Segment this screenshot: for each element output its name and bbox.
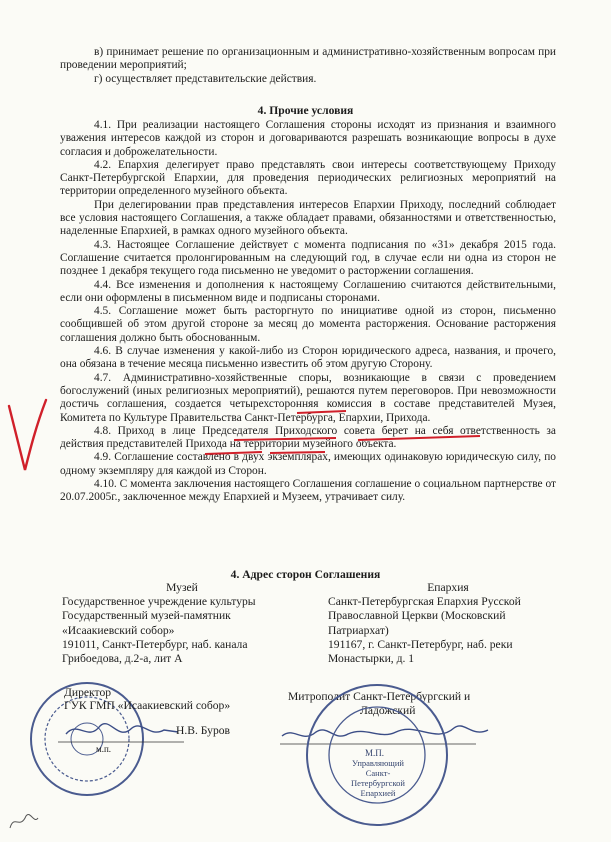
eparchy-mp-label: М.П. [365,748,385,758]
clause-4-9: 4.9. Соглашение составлено в двух экземплярах, имеющих одинаковую юридическую силу, по одному экземпляру для каждой из Сторон. [60,451,556,477]
stamp-line: Епархией [360,788,396,798]
clause-4-5: 4.5. Соглашение может быть расторгнуто по инициативе одной из сторон, письменно сообщившей об этом другой стороне за месяц до момента расторжения. Основание расторжения соглашения должно быть обоснованным. [60,305,556,344]
museum-line: Государственное учреждение культуры [62,595,256,609]
eparchy-stamp-inner-text [342,758,414,798]
clause-4-7: 4.7. Административно-хозяйственные споры, возникающие в связи с проведением богослужений (иных религиозных мероприятий), решаются путем переговоров. При невозможности достичь соглашения, создается четырехсторонняя комиссия в составе представителей Музея, Комитета по Культуре Правительства Санкт-Петербурга, Епархии, Прихода. [60,371,556,424]
eparchy-line: 191167, г. Санкт-Петербург, наб. реки [328,637,513,651]
clause-v: в) принимает решение по организационным и административно-хозяйственным вопросам при проведении мероприятий; [60,46,556,72]
museum-mp-label: м.п. [96,744,112,754]
eparchy-heading: Епархия [427,581,469,594]
museum-heading: Музей [166,581,198,594]
stamp-line: Санкт-Петербургской [351,768,405,788]
stamp-line: Управляющий [352,758,404,768]
museum-address [62,581,302,666]
clause-4-10: 4.10. С момента заключения настоящего Соглашения соглашение о социальном партнерстве от 20.07.2005г., заключенное между Епархией и Музеем, утрачивает силу. [60,478,556,504]
museum-line: 191011, Санкт-Петербург, наб. канала [62,637,248,651]
clause-4-2-delegation: При делегировании прав представления интересов Епархии Приходу, последний соблюдает все условия настоящего Соглашения, а также обладает правами, обязанностями и ответственностью, наделенные Епархией, в рамках одного музейного объекта. [60,198,556,238]
margin-scribble [4,806,44,836]
clause-4-8: 4.8. Приход в лице Председателя Приходского совета берет на себя ответственность за действия представителей Прихода на территории музейного объекта. [60,424,556,451]
museum-line: «Исаакиевский собор» [62,623,175,637]
clause-g: г) осуществляет представительские действия. [94,72,317,85]
clause-4-3: 4.3. Настоящее Соглашение действует с момента подписания по «31» декабря 2015 года. Соглашение считается пролонгированным на следующий год, в случае если ни одна из сторон не позднее 1 декабря текущего года письменно не уведомит о расторжении соглашения. [60,238,556,278]
section-title-other-conditions: 4. Прочие условия [257,104,354,117]
clause-4-1: 4.1. При реализации настоящего Соглашения стороны исходят из признания и взаимного уважения интересов каждой из сторон и договариваются разрешать возникающие вопросы в духе согласия и доброжелательности. [60,119,556,158]
eparchy-signatory-title-1: Митрополит Санкт-Петербургский и [288,690,471,703]
clause-4-6: 4.6. В случае изменения у какой-либо из Сторон юридического адреса, названия, и прочего, она обязана в течение месяца письменно известить об этом другую Сторону. [60,345,556,371]
eparchy-line: Патриархат) [328,623,389,637]
museum-line: Грибоедова, д.2-а, лит А [62,652,183,666]
eparchy-line: Православной Церкви (Московский [328,609,506,623]
museum-signatory-title-1: Директор [64,686,112,699]
section-title-addresses: 4. Адрес сторон Соглашения [230,568,381,581]
eparchy-line: Монастырки, д. 1 [328,652,415,666]
eparchy-signatory-title-2: Ладожский [360,704,416,717]
museum-line: Государственный музей-памятник [62,609,231,623]
eparchy-address [328,581,568,666]
museum-signatory-title-2: ГУК ГМП «Исаакиевский собор» [64,699,231,712]
eparchy-line: Санкт-Петербургская Епархия Русской [328,595,521,609]
clause-4-4: 4.4. Все изменения и дополнения к настоящему Соглашению считаются действительными, если они оформлены в письменном виде и подписаны сторонами. [60,278,556,304]
clause-4-2: 4.2. Епархия делегирует право представлять свои интересы соответствующему Приходу Санкт-Петербургской Епархии, для проведения периодических религиозных мероприятий на территории определенного музейного объекта. [60,158,556,198]
museum-director-name: Н.В. Буров [176,724,231,737]
